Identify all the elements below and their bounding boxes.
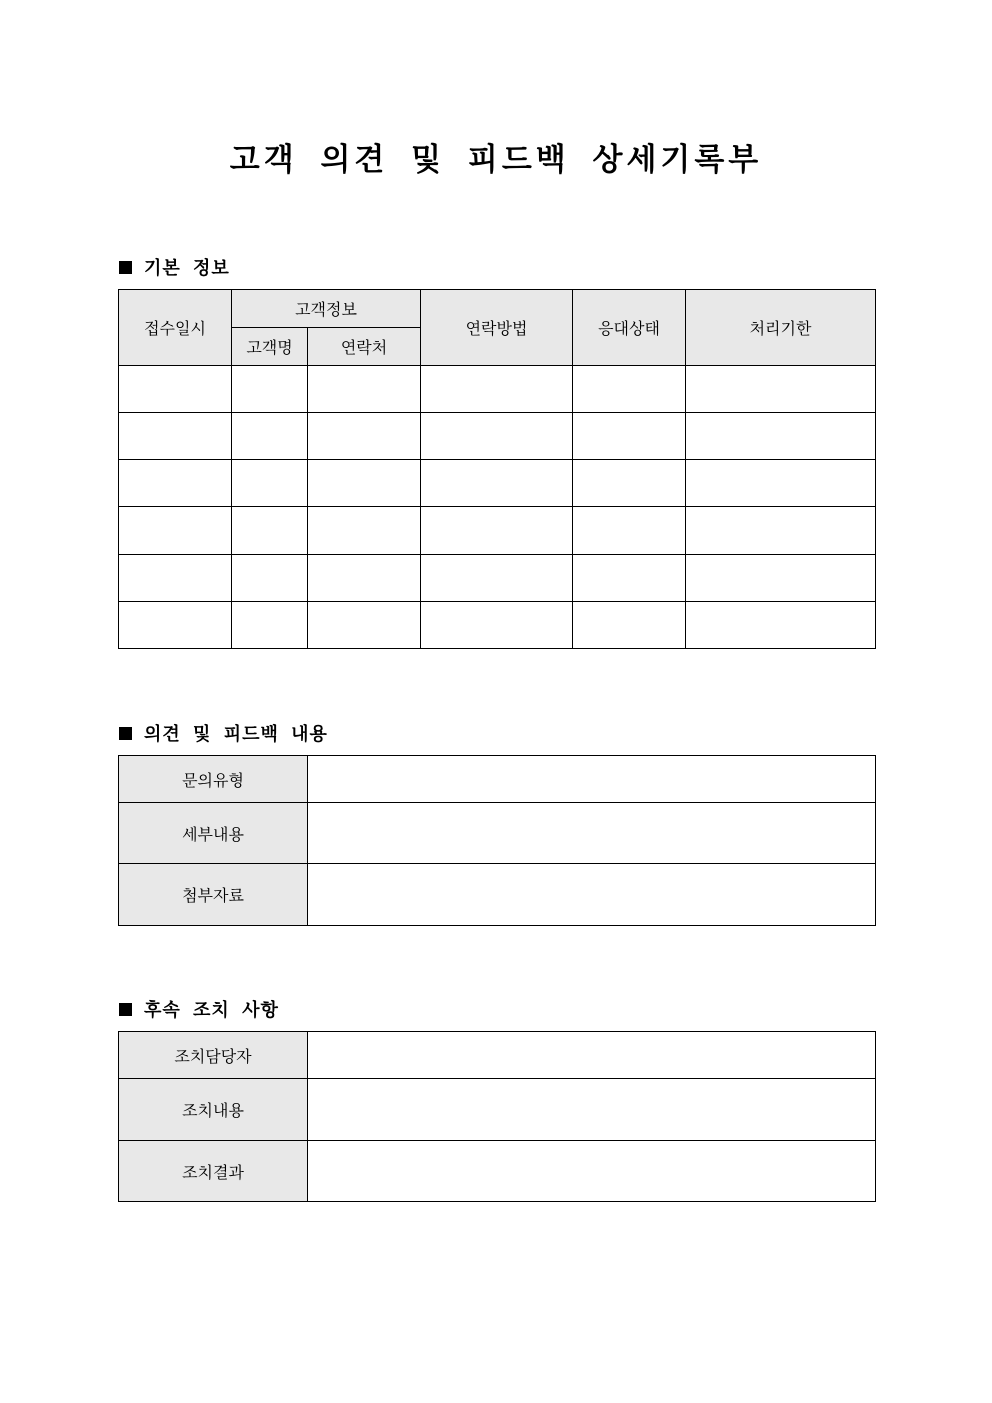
value-inquiry-type[interactable] [308,756,876,803]
header-customer-name: 고객명 [232,328,308,366]
table-row [119,756,876,803]
cell[interactable] [232,366,308,413]
cell[interactable] [308,555,421,602]
cell[interactable] [308,413,421,460]
cell[interactable] [686,602,876,649]
value-attachments[interactable] [308,864,876,926]
cell[interactable] [573,366,686,413]
header-contact-method: 연락방법 [421,290,573,366]
cell[interactable] [421,366,573,413]
cell[interactable] [573,602,686,649]
cell[interactable] [119,366,232,413]
header-received-at: 접수일시 [119,290,232,366]
label-inquiry-type: 문의유형 [119,756,308,803]
cell[interactable] [573,413,686,460]
table-row [119,460,876,507]
cell[interactable] [119,602,232,649]
header-contact: 연락처 [308,328,421,366]
cell[interactable] [119,507,232,555]
table-row [119,803,876,864]
cell[interactable] [232,413,308,460]
header-response-status: 응대상태 [573,290,686,366]
table-row [119,1032,876,1079]
followup-table [118,1031,876,1202]
cell[interactable] [232,602,308,649]
cell[interactable] [119,413,232,460]
cell[interactable] [308,507,421,555]
cell[interactable] [232,507,308,555]
table-row [119,366,876,413]
cell[interactable] [686,413,876,460]
section-feedback-label: 의견 및 피드백 내용 [144,724,328,745]
cell[interactable] [308,460,421,507]
cell[interactable] [119,460,232,507]
table-row [119,507,876,555]
table-row [119,602,876,649]
label-details: 세부내용 [119,803,308,864]
square-bullet-icon [119,727,132,740]
cell[interactable] [421,507,573,555]
section-followup-label: 후속 조치 사항 [144,1000,279,1021]
square-bullet-icon [119,1003,132,1016]
section-basic-label: 기본 정보 [144,258,230,279]
cell[interactable] [686,460,876,507]
cell[interactable] [573,555,686,602]
table-row [119,555,876,602]
table-row [119,1141,876,1202]
section-heading-basic [119,254,230,280]
cell[interactable] [686,555,876,602]
cell[interactable] [421,602,573,649]
cell[interactable] [308,602,421,649]
cell[interactable] [686,507,876,555]
section-heading-followup [119,996,279,1022]
label-action-result: 조치결과 [119,1141,308,1202]
cell[interactable] [119,555,232,602]
header-deadline: 처리기한 [686,290,876,366]
table-row [119,1079,876,1141]
basic-info-table [118,289,876,649]
value-action-result[interactable] [308,1141,876,1202]
square-bullet-icon [119,261,132,274]
feedback-table [118,755,876,926]
value-details[interactable] [308,803,876,864]
cell[interactable] [421,460,573,507]
label-action-owner: 조치담당자 [119,1032,308,1079]
header-customer-info: 고객정보 [232,290,421,328]
document-title: 고객 의견 및 피드백 상세기록부 [229,142,763,178]
cell[interactable] [232,460,308,507]
cell[interactable] [232,555,308,602]
table-row [119,864,876,926]
value-action-owner[interactable] [308,1032,876,1079]
table-row [119,413,876,460]
label-action-content: 조치내용 [119,1079,308,1141]
value-action-content[interactable] [308,1079,876,1141]
cell[interactable] [308,366,421,413]
cell[interactable] [686,366,876,413]
cell[interactable] [421,413,573,460]
cell[interactable] [421,555,573,602]
section-heading-feedback [119,720,328,746]
cell[interactable] [573,460,686,507]
cell[interactable] [573,507,686,555]
label-attachments: 첨부자료 [119,864,308,926]
